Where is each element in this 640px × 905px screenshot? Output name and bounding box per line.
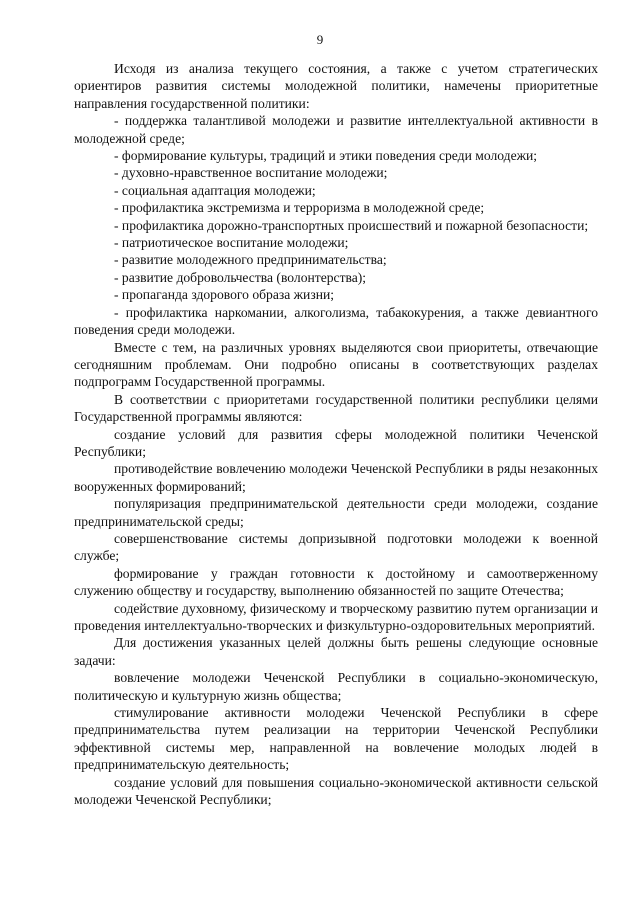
priority-list-item: - формирование культуры, традиций и этики поведения среди молодежи; — [114, 148, 538, 164]
priority-list-item: - духовно-нравственное воспитание молодежи; — [114, 165, 388, 181]
body-paragraph: Вместе с тем, на различных уровнях выделяются свои приоритеты, отвечающие сегодняшним проблемам. Они подробно описаны в соответствующих разделах подпрограмм Государственной программы. — [74, 339, 598, 390]
priority-list-item: - профилактика наркомании, алкоголизма, табакокурения, а также девиантного поведения среди молодежи. — [74, 304, 598, 338]
task-item: вовлечение молодежи Чеченской Республики в социально-экономическую, политическую и культурную жизнь общества; — [74, 670, 598, 703]
priority-list-item: - профилактика дорожно-транспортных происшествий и пожарной безопасности; — [114, 217, 589, 233]
body-paragraph: Для достижения указанных целей должны быть решены следующие основные задачи: — [74, 635, 598, 668]
goal-item: создание условий для развития сферы молодежной политики Чеченской Республики; — [74, 426, 598, 459]
priority-list-item: - пропаганда здорового образа жизни; — [114, 287, 335, 303]
priority-list-item: - профилактика экстремизма и терроризма в молодежной среде; — [114, 200, 485, 216]
goal-item: популяризация предпринимательской деятельности среди молодежи, создание предпринимательской среды; — [74, 496, 598, 529]
priority-list-item: - поддержка талантливой молодежи и развитие интеллектуальной активности в молодежной среде; — [74, 113, 598, 146]
priority-list-item: - развитие молодежного предпринимательства; — [114, 252, 387, 268]
goal-item: содействие духовному, физическому и творческому развитию путем организации и проведения интеллектуально-творческих и физкультурно-оздоровительных мероприятий. — [74, 600, 598, 633]
goal-item: формирование у граждан готовности к достойному и самоотверженному служению обществу и государству, выполнению обязанностей по защите Отечества; — [74, 565, 598, 599]
goal-item: совершенствование системы допризывной подготовки молодежи к военной службе; — [74, 530, 598, 564]
document-body — [74, 60, 598, 808]
priority-list-item: - патриотическое воспитание молодежи; — [114, 235, 349, 251]
page-number: 9 — [316, 32, 324, 47]
body-paragraph: В соответствии с приоритетами государственной политики республики целями Государственной программы являются: — [74, 391, 598, 425]
priority-list-item: - развитие добровольчества (волонтерства); — [114, 269, 367, 285]
task-item: стимулирование активности молодежи Чеченской Республики в сфере предпринимательства путем реализации на территории Чеченской Республики эффективной системы мер, направленной на вовлечение молодых людей в предпринимательскую деятельность; — [74, 705, 598, 773]
task-item: создание условий для повышения социально-экономической активности сельской молодежи Чеченской Республики; — [74, 774, 598, 808]
intro-paragraph: Исходя из анализа текущего состояния, а также с учетом стратегических ориентиров развития системы молодежной политики, намечены приоритетные направления государственной политики: — [74, 61, 598, 111]
priority-list-item: - социальная адаптация молодежи; — [114, 182, 316, 198]
goal-item: противодействие вовлечению молодежи Чеченской Республики в ряды незаконных вооруженных формирований; — [74, 461, 598, 494]
